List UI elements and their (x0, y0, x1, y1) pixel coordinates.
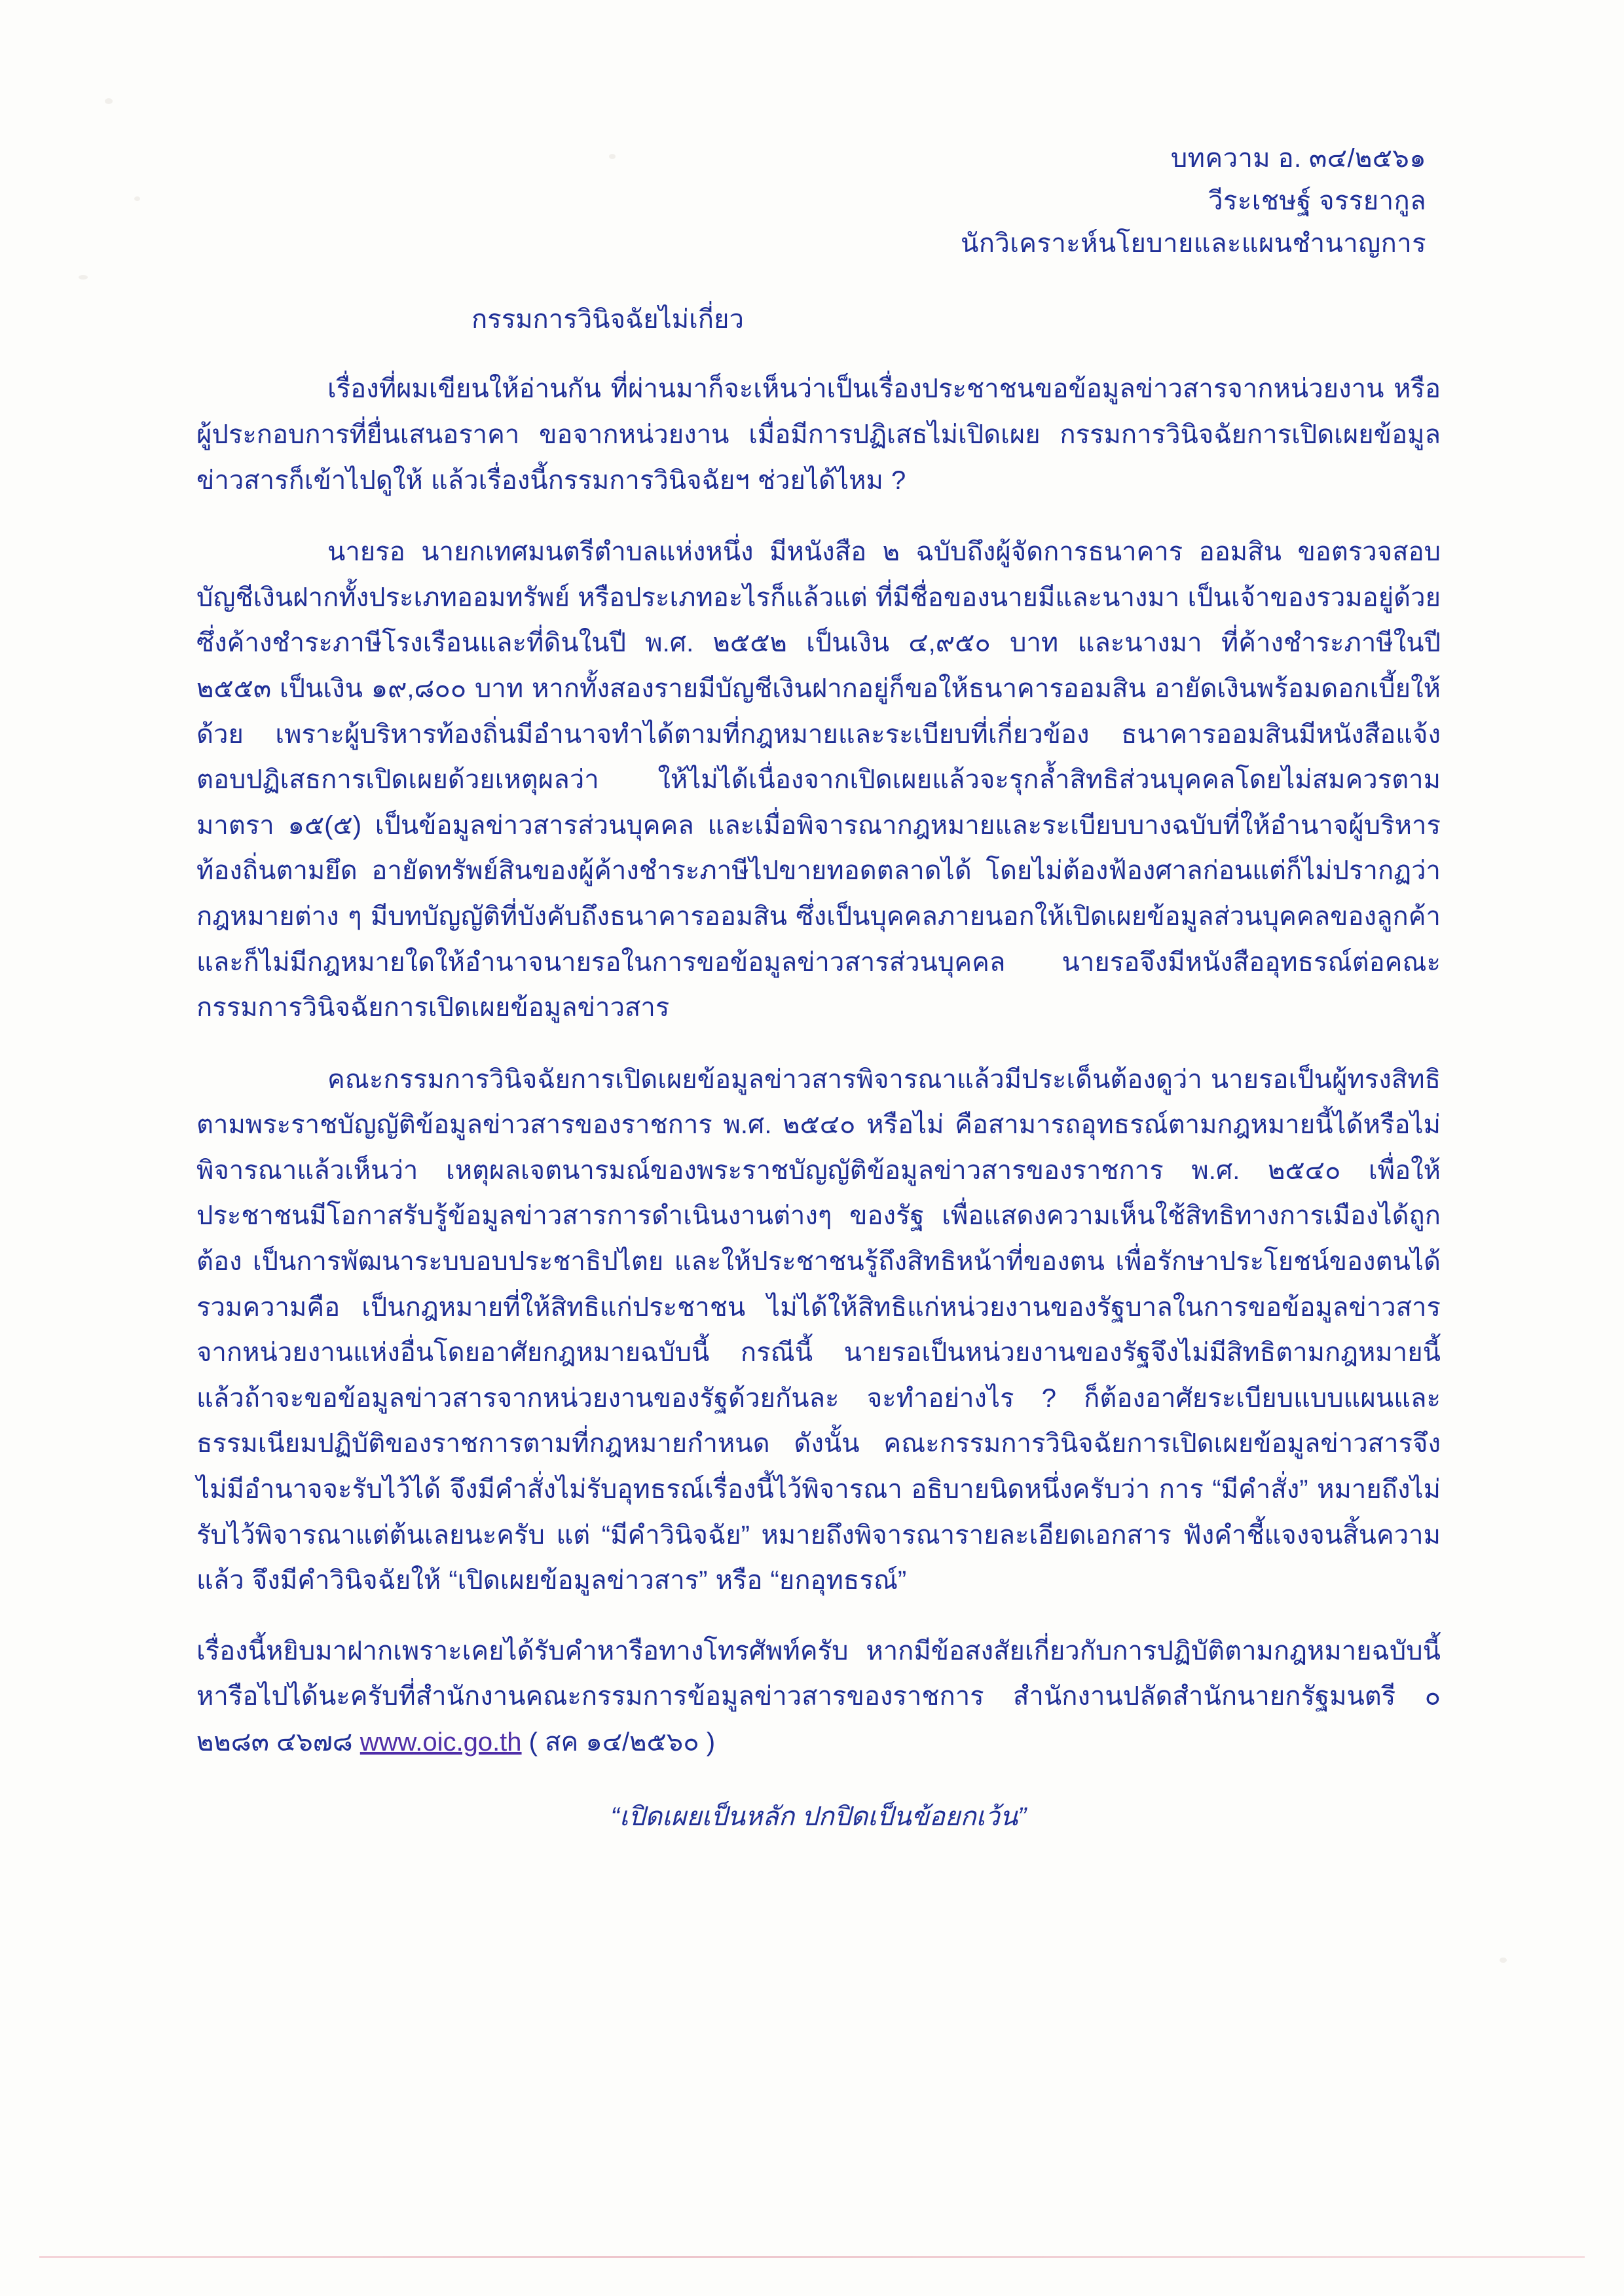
oic-website-link[interactable]: www.oic.go.th (360, 1728, 522, 1757)
paragraph-2 (196, 530, 1441, 1031)
scan-speck (105, 98, 113, 104)
scan-speck (134, 196, 140, 201)
document-subject: กรรมการวินิจฉัยไม่เกี่ยว (471, 305, 744, 335)
article-reference: บทความ อ. ๓๔/๒๕๖๑ (1170, 144, 1426, 173)
paragraph-2-text: นายรอ นายกเทศมนตรีตำบลแห่งหนึ่ง มีหนังสือ ๒ ฉบับถึงผู้จัดการธนาคาร ออมสิน ขอตรวจสอบบัญชีเงินฝากทั้งประเภทออมทรัพย์ หรือประเภทอะไรก็แล้วแต่ ที่มีชื่อของนายมีและนางมา เป็นเจ้าของรวมอยู่ด้วย ซึ่งค้างชำระภาษีโรงเรือนและที่ดินในปี พ.ศ. ๒๕๕๒ เป็นเงิน ๔,๙๕๐ บาท และนางมา ที่ค้างชำระภาษีในปี ๒๕๕๓ เป็นเงิน ๑๙,๘๐๐ บาท หากทั้งสองรายมีบัญชีเงินฝากอยู่ก็ขอให้ธนาคารออมสิน อายัดเงินพร้อมดอกเบี้ยให้ด้วย เพราะผู้บริหารท้องถิ่นมีอำนาจทำได้ตามที่กฎหมายและระเบียบที่เกี่ยวข้อง ธนาคารออมสินมีหนังสือแจ้งตอบปฏิเสธการเปิดเผยด้วยเหตุผลว่า ให้ไม่ได้เนื่องจากเปิดเผยแล้วจะรุกล้ำสิทธิส่วนบุคคลโดยไม่สมควรตามมาตรา ๑๕(๕) เป็นข้อมูลข่าวสารส่วนบุคคล และเมื่อพิจารณากฎหมายและระเบียบบางฉบับที่ให้อำนาจผู้บริหารท้องถิ่นตามยึด อายัดทรัพย์สินของผู้ค้างชำระภาษีไปขายทอดตลาดได้ โดยไม่ต้องฟ้องศาลก่อนแต่ก็ไม่ปรากฏว่ากฎหมายต่าง ๆ มีบทบัญญัติที่บังคับถึงธนาคารออมสิน ซึ่งเป็นบุคคลภายนอกให้เปิดเผยข้อมูลส่วนบุคคลของลูกค้า และก็ไม่มีกฎหมายใดให้อำนาจนายรอในการขอข้อมูลข่าวสารส่วนบุคคล นายรอจึงมีหนังสืออุทธรณ์ต่อคณะกรรมการวินิจฉัยการเปิดเผยข้อมูลข่าวสาร (196, 538, 1441, 1023)
closing-slogan: “เปิดเผยเป็นหลัก ปกปิดเป็นข้อยกเว้น” (610, 1802, 1027, 1831)
scan-speck (79, 275, 88, 280)
author-name (196, 180, 1426, 223)
paragraph-1-text: เรื่องที่ผมเขียนให้อ่านกัน ที่ผ่านมาก็จะเห็นว่าเป็นเรื่องประชาชนขอข้อมูลข่าวสารจากหน่วยงาน หรือผู้ประกอบการที่ยื่นเสนอราคา ขอจากหน่วยงาน เมื่อมีการปฏิเสธไม่เปิดเผย กรรมการวินิจฉัยการเปิดเผยข้อมูลข่าวสารก็เข้าไปดูให้ แล้วเรื่องนี้กรรมการวินิจฉัยฯ ช่วยได้ไหม ? (196, 374, 1441, 495)
page-bottom-rule (39, 2256, 1585, 2258)
author-name-text: วีระเชษฐ์ ​จรรยากูล (1208, 186, 1426, 215)
contact-text-before-url: เรื่องนี้หยิบมาฝากเพราะเคยได้รับคำหารือทางโทรศัพท์ครับ หากมีข้อสงสัยเกี่ยวกับการปฏิบัติตามกฎหมายฉบับนี้ หารือไปได้นะครับที่สำนักงานคณะกรรมการข้อมูลข่าวสารของราชการ สำนักงานปลัดสำนักนายกรัฐมนตรี ๐ ๒๒๘๓ ๔๖๗๘ (196, 1636, 1441, 1757)
author-title: นักวิเคราะห์นโยบายและแผนชำนาญการ (960, 228, 1426, 258)
scan-speck (1500, 1958, 1507, 1963)
document-body (196, 137, 1441, 1839)
paragraph-1 (196, 367, 1441, 503)
contact-text-after-url: ( สค ๑๔/๒๕๖๐ ) (521, 1728, 716, 1757)
paragraph-contact (196, 1629, 1441, 1766)
document-header (196, 137, 1441, 264)
paragraph-3-text: คณะกรรมการวินิจฉัยการเปิดเผยข้อมูลข่าวสารพิจารณาแล้วมีประเด็นต้องดูว่า นายรอเป็นผู้ทรงสิทธิตามพระราชบัญญัติข้อมูลข่าวสารของราชการ พ.ศ. ๒๕๔๐ หรือไม่ คือสามารถอุทธรณ์ตามกฎหมายนี้ได้หรือไม่ พิจารณาแล้วเห็นว่า เหตุผลเจตนารมณ์ของพระราชบัญญัติข้อมูลข่าวสารของราชการ พ.ศ. ๒๕๔๐ เพื่อให้ประชาชนมีโอกาสรับรู้ข้อมูลข่าวสารการดำเนินงานต่างๆ ของรัฐ เพื่อแสดงความเห็นใช้สิทธิทางการเมืองได้ถูกต้อง เป็นการพัฒนาระบบอบประชาธิปไตย และให้ประชาชนรู้ถึงสิทธิหน้าที่ของตน เพื่อรักษาประโยชน์ของตนได้ รวมความคือ เป็นกฎหมายที่ให้สิทธิแก่ประชาชน ไม่ได้ให้สิทธิแก่หน่วยงานของรัฐบาลในการขอข้อมูลข่าวสารจากหน่วยงานแห่งอื่นโดยอาศัยกฎหมายฉบับนี้ กรณีนี้ นายรอเป็นหน่วยงานของรัฐจึงไม่มีสิทธิตามกฎหมายนี้ แล้วถ้าจะขอข้อมูลข่าวสารจากหน่วยงานของรัฐด้วยกันละ จะทำอย่างไร ? ก็ต้องอาศัยระเบียบแบบแผนและธรรมเนียมปฏิบัติของราชการตามที่กฎหมายกำหนด ดังนั้น คณะกรรมการวินิจฉัยการเปิดเผยข้อมูลข่าวสารจึงไม่มีอำนาจจะรับไว้ได้ จึงมีคำสั่งไม่รับอุทธรณ์เรื่องนี้ไว้พิจารณา อธิบายนิดหนึ่งครับว่า การ “มีคำสั่ง” หมายถึงไม่รับไว้พิจารณาแต่ต้นเลยนะครับ แต่ “มีคำวินิจฉัย” หมายถึงพิจารณารายละเอียดเอกสาร ฟังคำชี้แจงจนสิ้นความแล้ว จึงมีคำวินิจฉัยให้ “เปิดเผยข้อมูลข่าวสาร” หรือ “ยกอุทธรณ์” (196, 1065, 1441, 1595)
paragraph-3 (196, 1057, 1441, 1604)
